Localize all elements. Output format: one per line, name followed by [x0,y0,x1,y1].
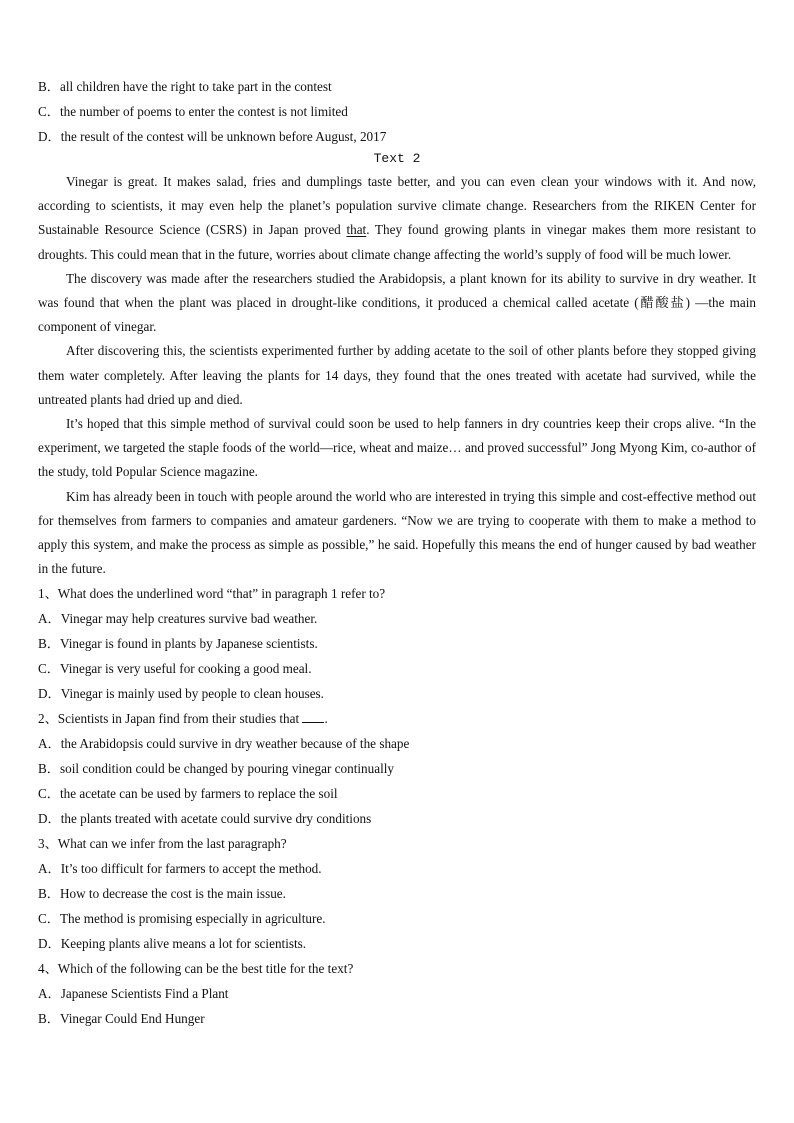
option-letter: C． [38,104,60,119]
option-text: Vinegar may help creatures survive bad weather. [60,611,318,627]
option-letter: D． [38,811,61,827]
option-letter: D． [38,936,61,952]
paragraph-2: The discovery was made after the researchers studied the Arabidopsis, a plant known for its ability to survive in dry weather. It was found that when the plant was placed in drought-like conditions, it produced a chemical called acetate (醋酸盐) —the main component of vinegar. [38,270,756,335]
option-text: the Arabidopsis could survive in dry weather because of the shape [60,736,410,752]
option-text: Japanese Scientists Find a Plant [60,986,229,1002]
option-text: the result of the contest will be unknown before August, 2017 [60,129,387,144]
option-text: Vinegar is mainly used by people to clean houses. [60,686,324,702]
question-4-option-b[interactable] [38,1006,756,1031]
question-2-stem [38,706,756,731]
paragraph-1-text-b: . They found growing plants in vinegar makes them more resistant to droughts. This could mean that in the future, worries about climate change affecting the world’s supply of food will be much lower. [38,222,756,262]
question-1-option-d[interactable] [38,681,756,706]
prev-option-c[interactable] [38,99,756,124]
option-letter: A． [38,611,61,627]
option-text: the plants treated with acetate could survive dry conditions [60,811,372,827]
question-4-option-a[interactable] [38,981,756,1006]
option-letter: C． [38,786,60,802]
option-letter: A． [38,986,61,1002]
option-text: How to decrease the cost is the main issue. [59,886,286,902]
text-title: Text 2 [373,151,421,166]
option-text: the number of poems to enter the contest is not limited [59,104,348,119]
answer-blank[interactable] [302,711,324,723]
option-text: Vinegar Could End Hunger [59,1011,205,1027]
question-1-option-a[interactable] [38,606,756,631]
option-text: Keeping plants alive means a lot for scientists. [60,936,307,952]
option-letter: B． [38,636,60,652]
option-letter: B． [38,761,60,777]
option-text: The method is promising especially in agriculture. [59,911,326,927]
option-text: Vinegar is found in plants by Japanese scientists. [59,636,318,652]
prev-option-b[interactable] [38,74,756,99]
question-2-option-b[interactable] [38,756,756,781]
question-2-option-c[interactable] [38,781,756,806]
option-letter: D． [38,686,61,702]
paragraph-3: After discovering this, the scientists experimented further by adding acetate to the soil of other plants before they stopped giving them water completely. After leaving the plants for 14 days, they found that the ones treated with acetate had survived, while the untreated plants had dried up and died. [38,343,756,407]
question-3-stem: 3、What can we infer from the last paragraph? [38,836,287,852]
document-page [38,74,756,1031]
prev-option-d[interactable] [38,124,756,149]
paragraph-1 [38,170,756,267]
question-3-option-d[interactable] [38,931,756,956]
question-2-option-d[interactable] [38,806,756,831]
question-2-stem-text: 2、Scientists in Japan find from their studies that [38,711,300,727]
option-letter: D． [38,129,61,144]
question-2-option-a[interactable] [38,731,756,756]
question-3-option-b[interactable] [38,881,756,906]
option-text: It’s too difficult for farmers to accept the method. [60,861,322,877]
option-letter: B． [38,886,60,902]
question-1-option-b[interactable] [38,631,756,656]
option-letter: A． [38,736,61,752]
question-1-option-c[interactable] [38,656,756,681]
option-text: Vinegar is very useful for cooking a good meal. [59,661,312,677]
question-2-stem-end: . [324,711,328,727]
underlined-word: that [346,222,367,238]
option-text: the acetate can be used by farmers to replace the soil [59,786,338,802]
question-3-option-c[interactable] [38,906,756,931]
question-3-option-a[interactable] [38,856,756,881]
paragraph-5: Kim has already been in touch with people around the world who are interested in trying this simple and cost-effective method out for themselves from farmers to companies and amateur gardeners. “Now we are trying to cooperate with them to make a method to apply this system, and make the process as simple as possible,” he said. Hopefully this means the end of hunger caused by bad weather in the future. [38,488,756,577]
paragraph-4: It’s hoped that this simple method of survival could soon be used to help fanners in dry countries keep their crops alive. “In the experiment, we targeted the staple foods of the world—rice, wheat and maize… and proved successful” Jong Myong Kim, co-author of the study, told Popular Science magazine. [38,416,756,480]
option-text: soil condition could be changed by pouring vinegar continually [59,761,394,777]
option-letter: B． [38,79,60,94]
option-text: all children have the right to take part in the contest [59,79,332,94]
option-letter: B． [38,1011,60,1027]
paragraph-1-text-a: Vinegar is great. It makes salad, fries and dumplings taste better, and you can even clean your windows with it. And now, according to scientists, it may even help the planet’s population survive climate change. Researchers from the RIKEN Center for Sustainable Resource Science (CSRS) in Japan proved [38,174,756,238]
option-letter: C． [38,911,60,927]
option-letter: C． [38,661,60,677]
question-4-stem: 4、Which of the following can be the best title for the text? [38,961,354,977]
option-letter: A． [38,861,61,877]
question-1-stem: 1、What does the underlined word “that” in paragraph 1 refer to? [38,586,386,602]
